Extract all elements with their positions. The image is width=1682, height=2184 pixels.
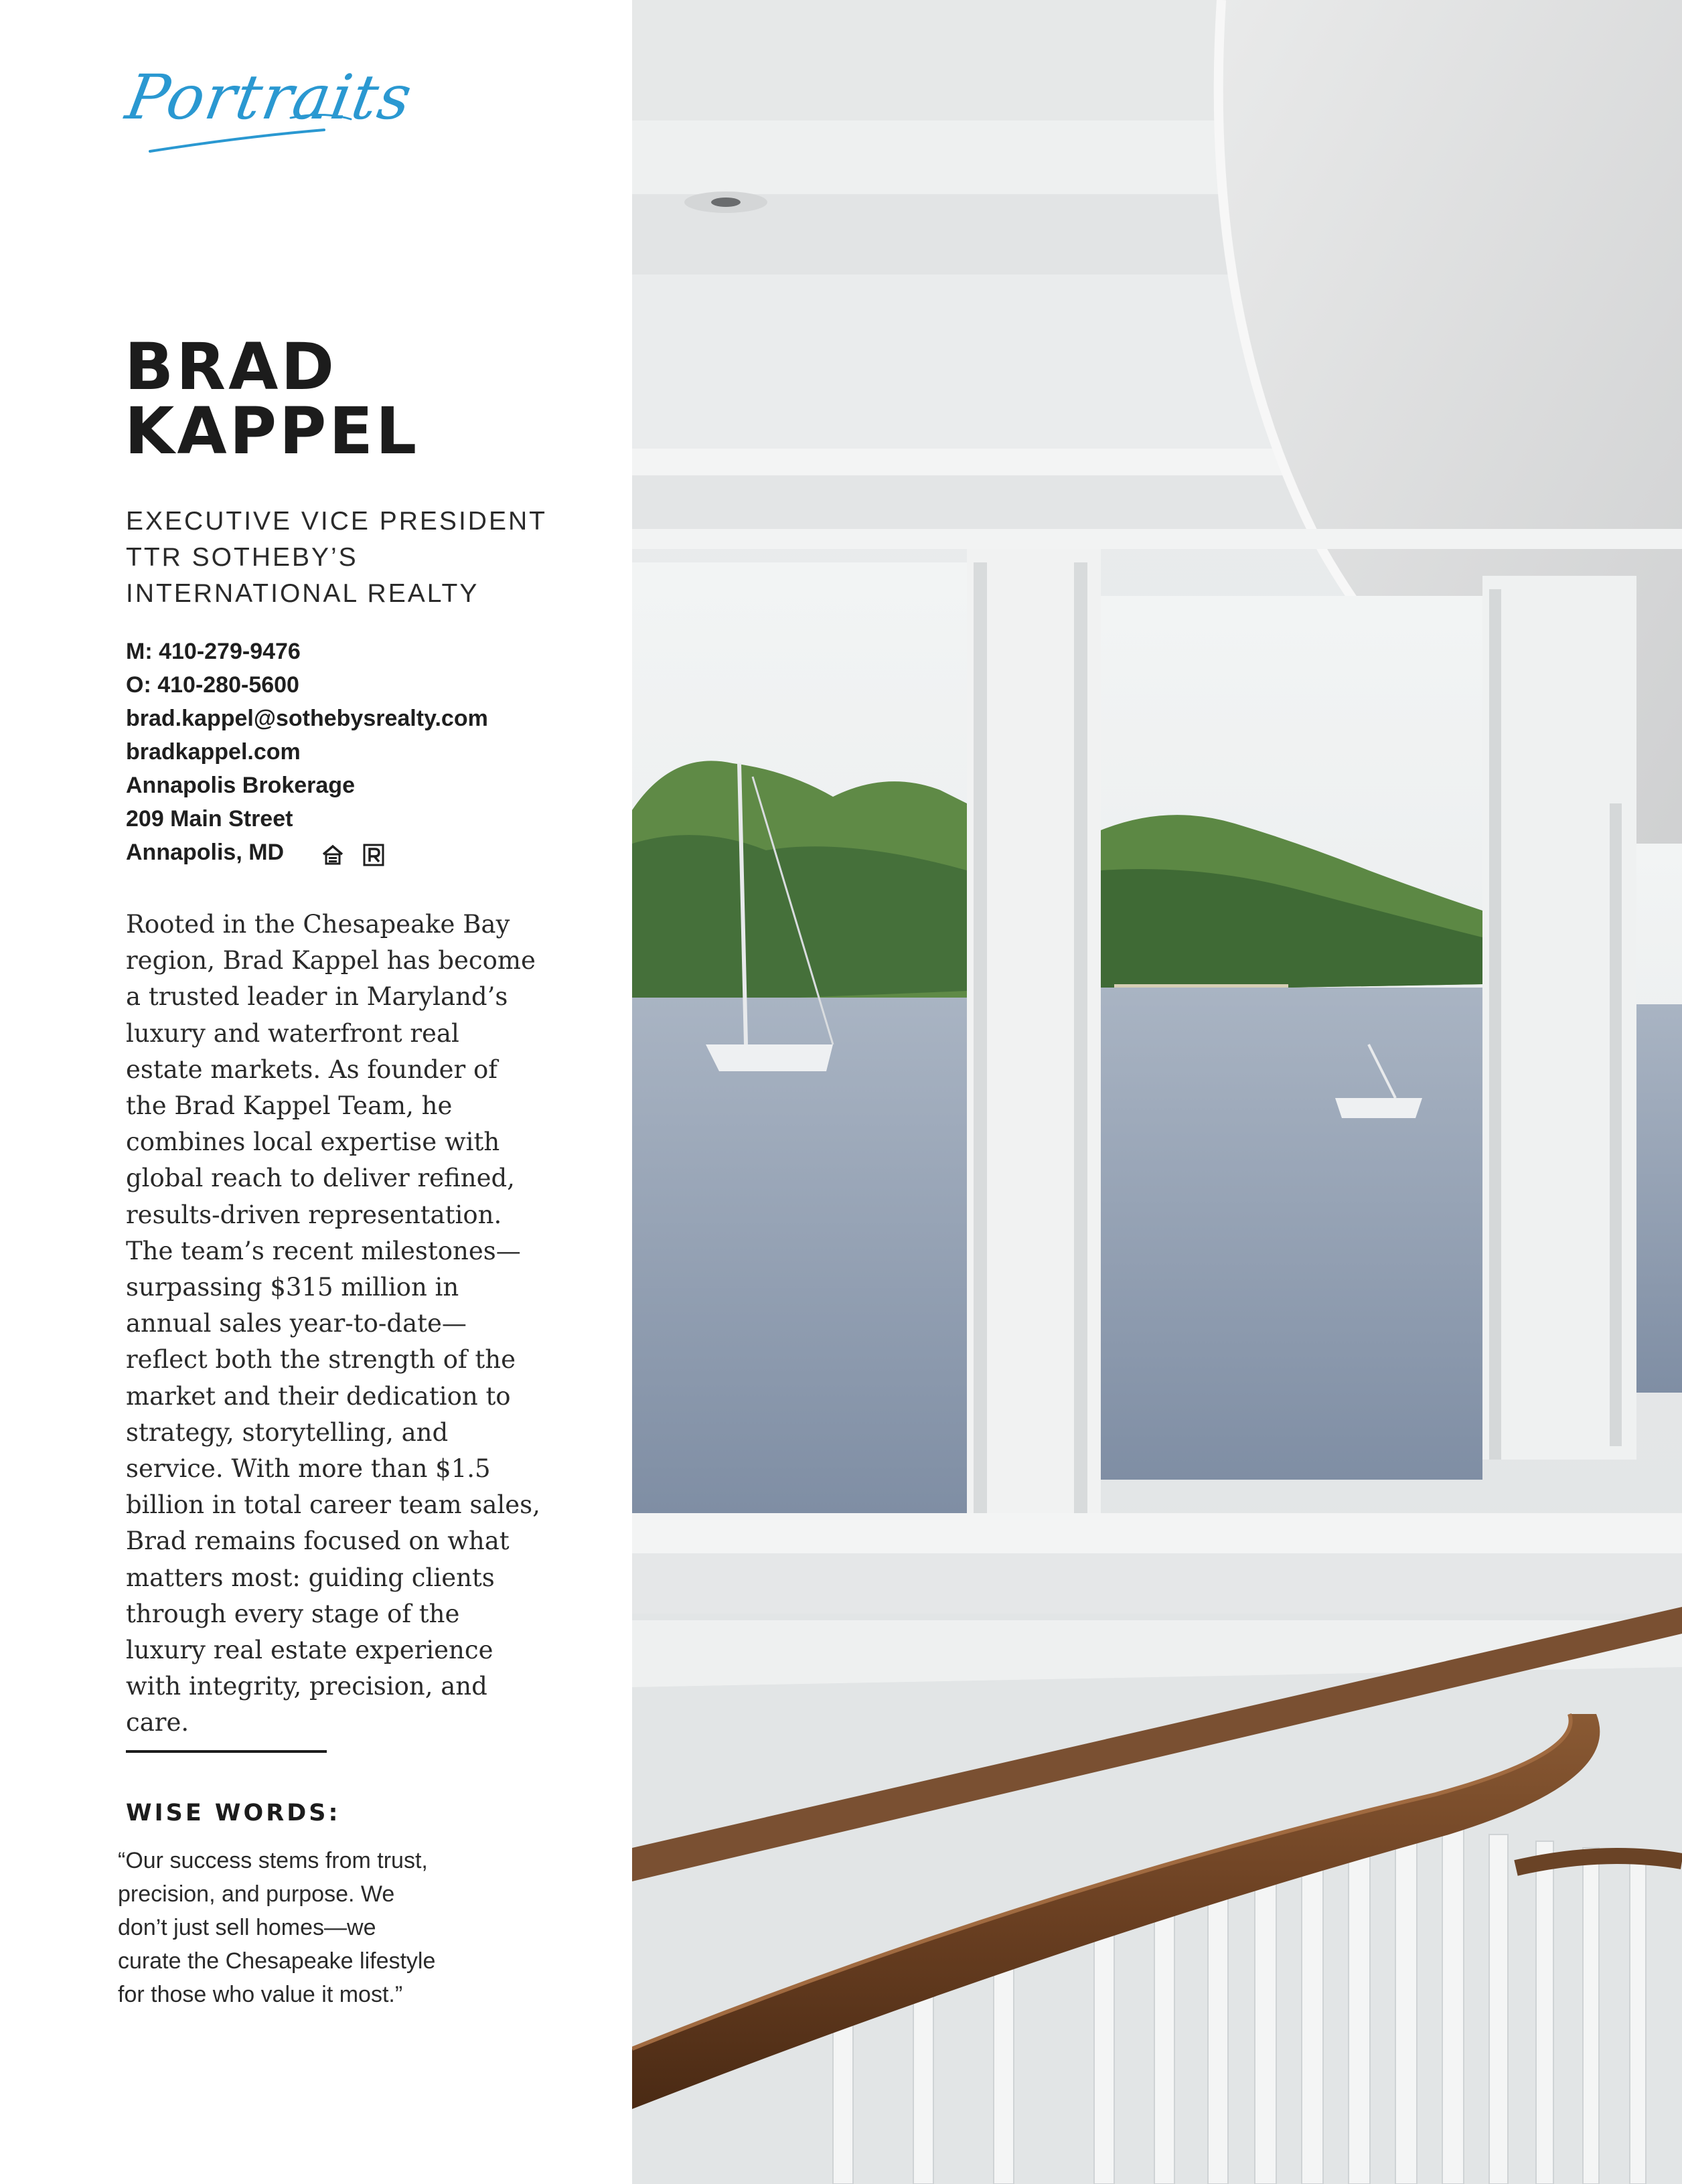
agent-title — [126, 503, 547, 612]
office-phone: O: 410-280-5600 — [126, 672, 299, 698]
agent-bio: Rooted in the Chesapeake Bay region, Brad Kappel has become a trusted leader in Maryland’s luxury and waterfront real estate markets. As founder of the Brad Kappel Team, he combines local expertise with global reach to deliver refined, results-driven representation. The team’s recent milestones—surpassing $315 million in annual sales year-to-date—reflect both the strength of the market and their dedication to strategy, storytelling, and service. With more than $1.5 billion in total career team sales, Brad remains focused on what matters most: guiding clients through every stage of the luxury real estate experience with integrity, precision, and care. — [126, 910, 540, 1737]
text-column — [0, 0, 632, 2184]
wise-words-quote: “Our success stems from trust, precision, and purpose. We don’t just sell homes—we curate the Chesapeake lifestyle for those who value it most.” — [118, 1848, 436, 2007]
street-address: 209 Main Street — [126, 806, 293, 832]
wise-words-heading: WISE WORDS: — [126, 1800, 341, 1826]
realtor-icon — [362, 844, 385, 866]
photo-illustration — [632, 0, 1682, 2184]
mobile-phone: M: 410-279-9476 — [126, 639, 301, 664]
portraits-logo — [121, 58, 418, 158]
city-state: Annapolis, MD — [126, 840, 285, 865]
title-line-1: EXECUTIVE VICE PRESIDENT — [126, 507, 547, 536]
agent-last-name: KAPPEL — [125, 394, 420, 469]
agent-first-name: BRAD — [125, 329, 337, 404]
logo-swash — [123, 58, 364, 158]
website: bradkappel.com — [126, 739, 301, 765]
title-line-2: TTR SOTHEBY’S — [126, 543, 358, 572]
agent-name — [125, 329, 420, 469]
portraits-logo-text: Portraits — [121, 62, 418, 133]
staircase-window-photo — [632, 0, 1682, 2184]
email-address: brad.kappel@sothebysrealty.com — [126, 706, 488, 731]
compliance-badges — [321, 837, 397, 870]
title-line-3: INTERNATIONAL REALTY — [126, 579, 479, 608]
brokerage-name: Annapolis Brokerage — [126, 773, 355, 798]
section-divider — [126, 1750, 327, 1753]
equal-housing-opportunity-icon — [321, 844, 344, 866]
contact-info — [126, 635, 488, 870]
city-line — [126, 836, 488, 870]
